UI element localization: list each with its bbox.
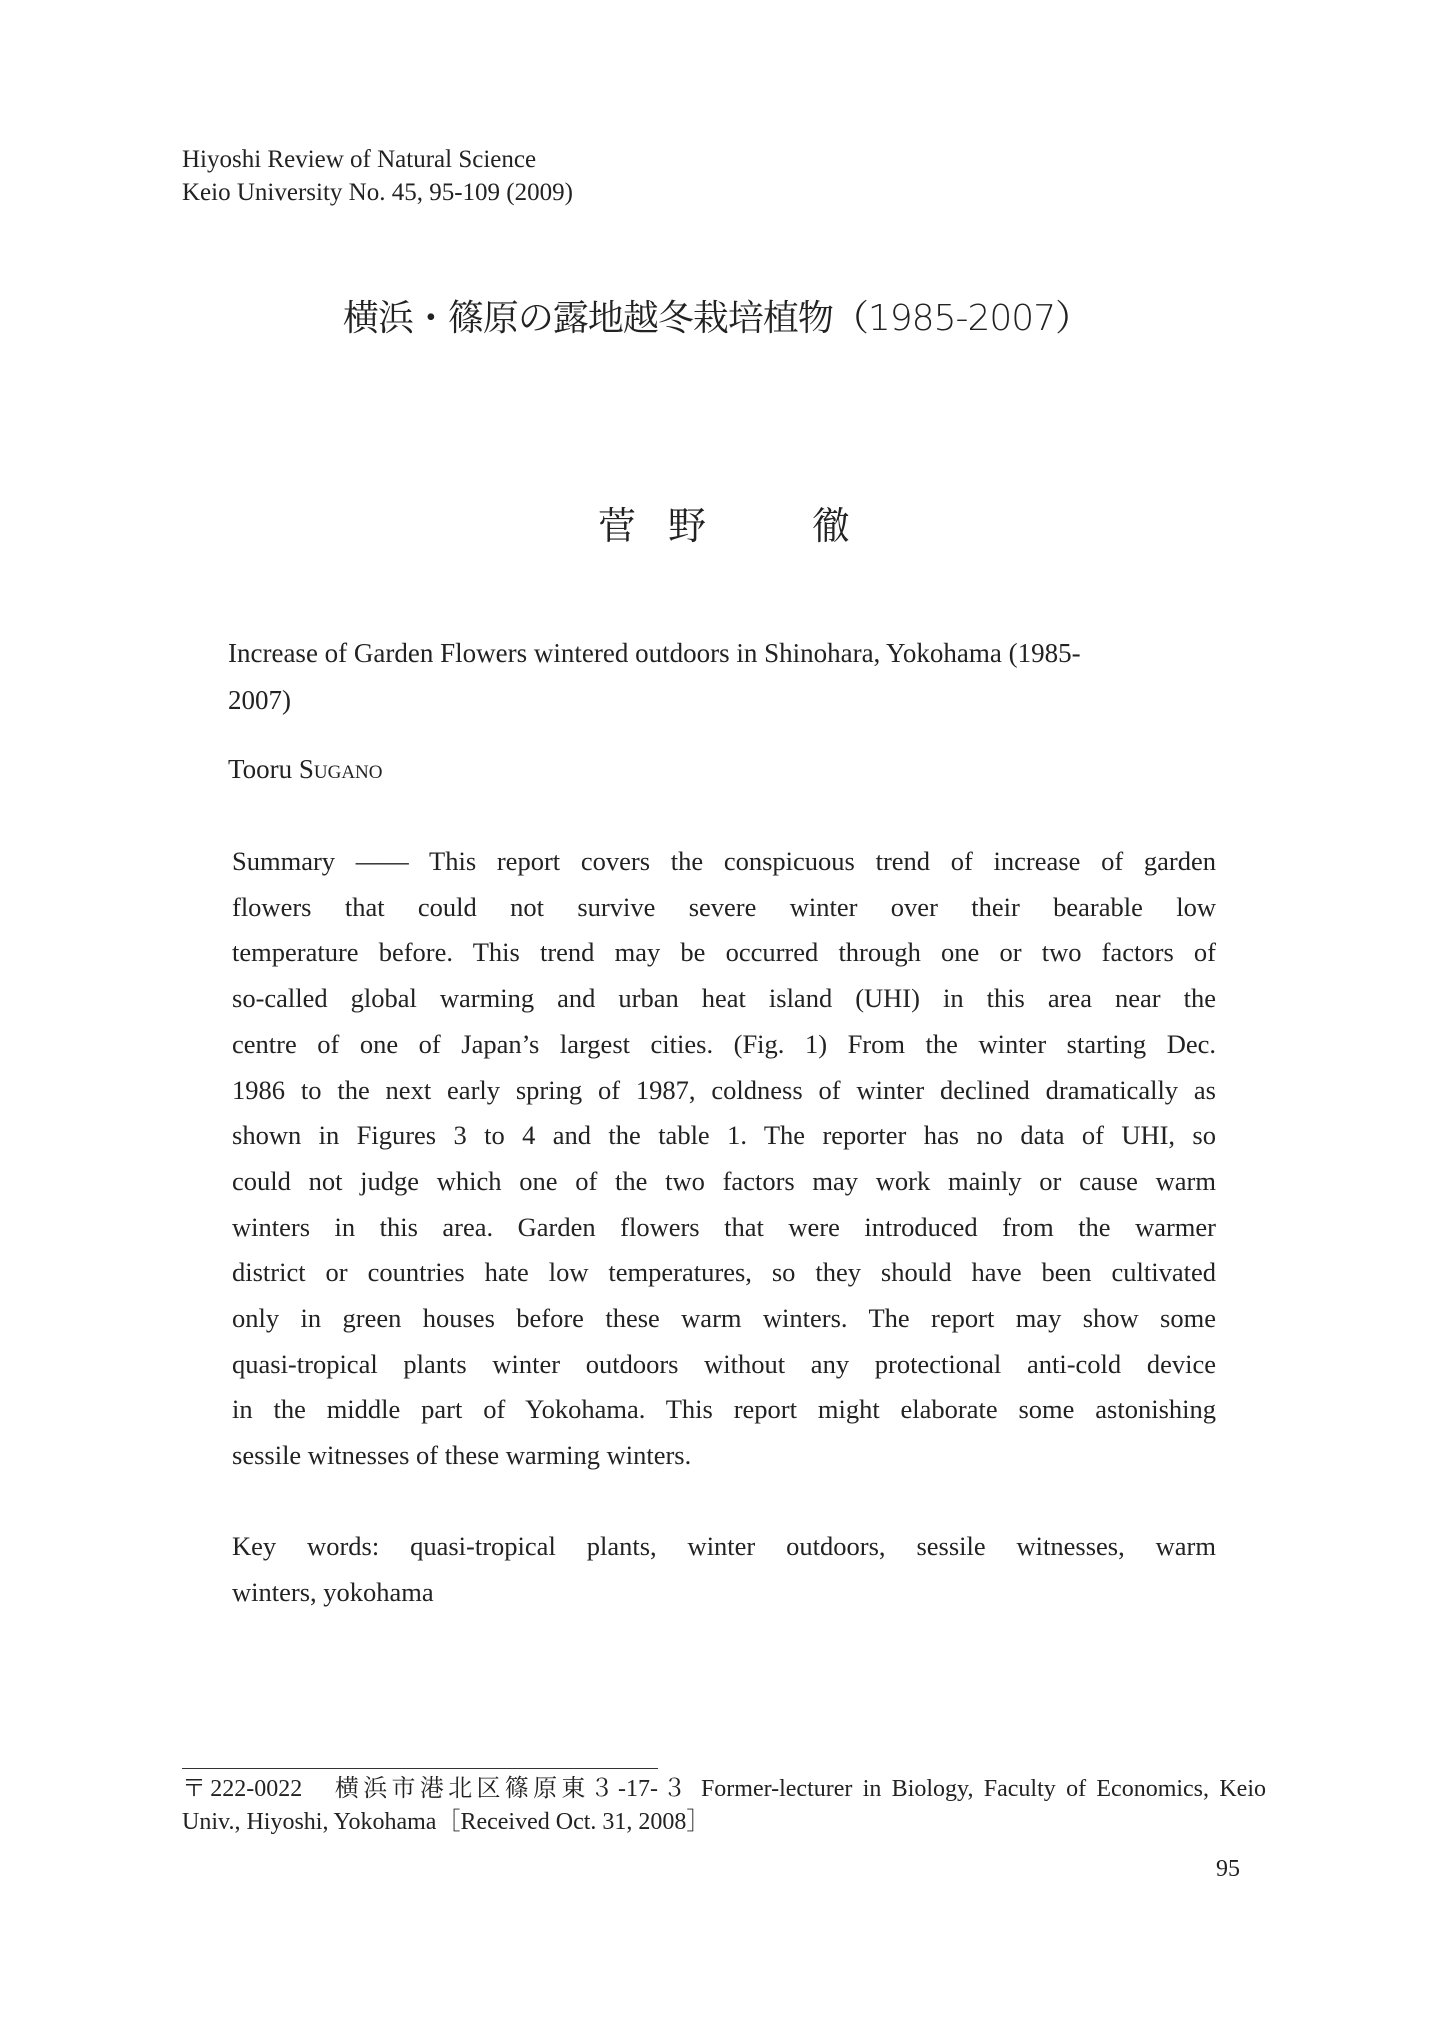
- summary-line: in the middle part of Yokohama. This report might elaborate some astonishing: [232, 1394, 1216, 1425]
- summary-line: centre of one of Japan’s largest cities. (Fig. 1) From the winter starting Dec.: [232, 1028, 1216, 1059]
- summary-line: temperature before. This trend may be occurred through one or two factors of: [232, 937, 1216, 968]
- author-family: Sugano: [298, 754, 383, 784]
- author-ja-family-1: 菅: [598, 504, 637, 548]
- footnote-line: 〒222-0022 横浜市港北区篠原東３-17-３ Former-lecturer in Biology, Faculty of Economics, Keio: [182, 1776, 1266, 1802]
- summary-line: flowers that could not survive severe winter over their bearable low: [232, 891, 1216, 922]
- page-number: 95: [1216, 1856, 1240, 1882]
- title-english-line-2: 2007): [228, 685, 291, 715]
- author-ja-given: 徹: [812, 504, 851, 548]
- summary-line: only in green houses before these warm winters. The report may show some: [232, 1303, 1216, 1334]
- summary: [232, 839, 1216, 1479]
- author-ja-family-2: 野: [668, 504, 707, 548]
- author-english: [228, 746, 382, 793]
- footnote-line: Univ., Hiyoshi, Yokohama［Received Oct. 31, 2008］: [182, 1809, 711, 1835]
- footnote-divider: [182, 1768, 658, 1769]
- summary-line: sessile witnesses of these warming winters.: [232, 1440, 692, 1471]
- keywords-line: Key words: quasi-tropical plants, winter outdoors, sessile witnesses, warm: [232, 1531, 1216, 1561]
- summary-line: quasi-tropical plants winter outdoors without any protectional anti-cold device: [232, 1348, 1216, 1379]
- keywords: [232, 1524, 1216, 1615]
- journal-name: Hiyoshi Review of Natural Science: [182, 146, 537, 173]
- summary-line: shown in Figures 3 to 4 and the table 1. The reporter has no data of UHI, so: [232, 1120, 1216, 1151]
- title-japanese: 横浜・篠原の露地越冬栽培植物（1985-2007）: [342, 298, 1091, 339]
- footnote: [182, 1773, 1266, 1839]
- summary-line: so-called global warming and urban heat island (UHI) in this area near the: [232, 983, 1216, 1014]
- keywords-line: winters, yokohama: [232, 1576, 434, 1607]
- summary-line: district or countries hate low temperatures, so they should have been cultivated: [232, 1257, 1216, 1288]
- summary-line: Summary —— This report covers the conspicuous trend of increase of garden: [232, 846, 1216, 876]
- summary-line: winters in this area. Garden flowers that were introduced from the warmer: [232, 1211, 1216, 1242]
- author-given: Tooru: [228, 754, 293, 784]
- journal-issue: Keio University No. 45, 95-109 (2009): [182, 179, 573, 206]
- summary-line: 1986 to the next early spring of 1987, coldness of winter declined dramatically as: [232, 1074, 1216, 1105]
- summary-line: could not judge which one of the two factors may work mainly or cause warm: [232, 1165, 1216, 1196]
- title-english-line-1: Increase of Garden Flowers wintered outdoors in Shinohara, Yokohama (1985-: [228, 638, 1081, 668]
